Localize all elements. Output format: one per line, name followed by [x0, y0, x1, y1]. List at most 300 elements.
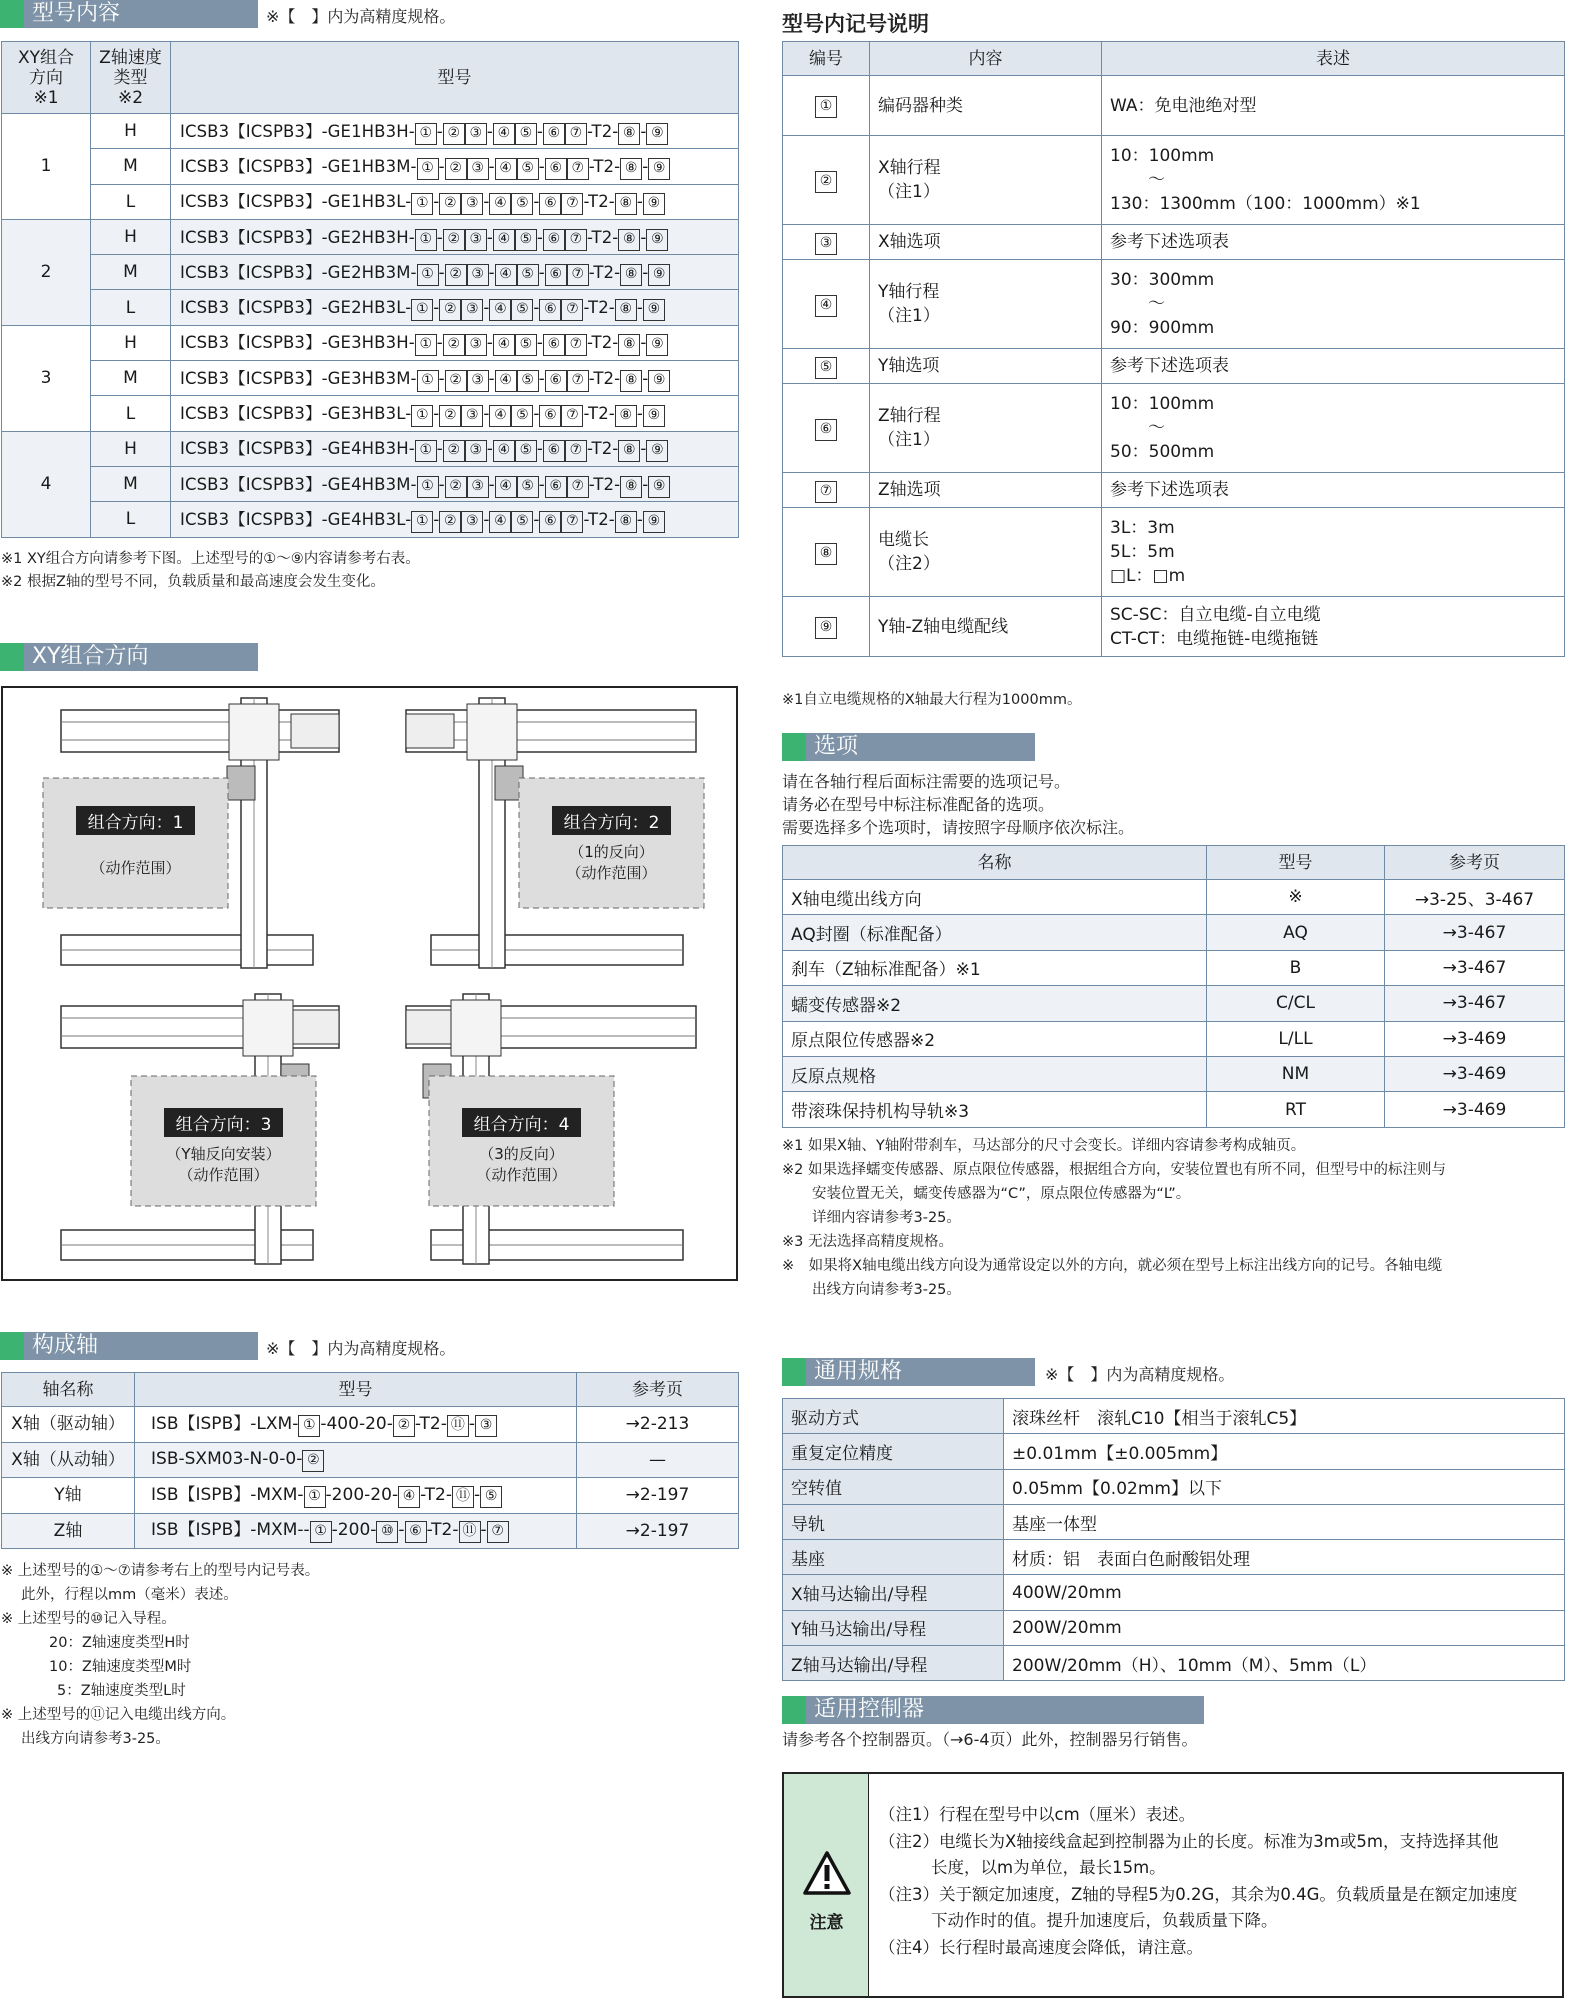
table-row — [783, 260, 1565, 349]
code-box: ② — [443, 334, 465, 356]
spec-value: ±0.01mm【±0.005mm】 — [1004, 1434, 1565, 1469]
header-code-no: 编号 — [783, 42, 870, 76]
xy-dir-cell: 4 — [2, 431, 91, 537]
table-row — [783, 1646, 1565, 1681]
code-box: ② — [302, 1450, 324, 1472]
option-page: →3-467 — [1385, 986, 1565, 1021]
header-axis-page: 参考页 — [577, 1373, 739, 1407]
code-box: ① — [411, 405, 433, 427]
option-model: B — [1207, 950, 1385, 985]
header-option-name: 名称 — [783, 846, 1207, 880]
code-box: ① — [415, 229, 437, 251]
model-notes: ※1 XY组合方向请参考下图。上述型号的①～⑨内容请参考右表。 ※2 根据Z轴的型号不同，负载质量和最高速度会发生变化。 — [1, 551, 420, 590]
z-speed-cell: L — [91, 184, 171, 219]
z-speed-cell: H — [91, 114, 171, 149]
code-box: ⑦ — [561, 511, 583, 533]
table-row — [783, 1399, 1565, 1434]
code-box: ① — [411, 511, 433, 533]
code-box: ⑤ — [511, 511, 533, 533]
table-row — [2, 1407, 739, 1443]
header-model: 型号 — [171, 42, 739, 114]
code-box: ① — [815, 96, 837, 118]
code-box: ⑥ — [815, 419, 837, 441]
code-content: X轴选项 — [870, 225, 1102, 260]
code-box: ① — [411, 299, 433, 321]
code-box: ⑦ — [567, 476, 589, 498]
spec-value: 材质：铝 表面白色耐酸铝处理 — [1004, 1540, 1565, 1575]
code-box: ⑤ — [515, 334, 537, 356]
code-number — [783, 508, 870, 597]
code-box: ⑪ — [447, 1415, 469, 1437]
code-box: ③ — [475, 1415, 497, 1437]
table-row — [783, 1540, 1565, 1575]
code-box: ⑦ — [487, 1521, 509, 1543]
code-box: ⑤ — [517, 158, 539, 180]
quadrant-4-label: 组合方向：4 （3的反向） （动作范围） — [429, 1076, 614, 1185]
quadrant-2-label: 组合方向：2 （1的反向） （动作范围） — [519, 778, 704, 883]
code-box: ⑧ — [615, 299, 637, 321]
caution-box — [782, 1772, 1564, 1998]
code-box: ④ — [493, 334, 515, 356]
code-box: ③ — [465, 123, 487, 145]
table-row — [783, 349, 1565, 384]
code-description: 参考下述选项表 — [1102, 349, 1565, 384]
code-number — [783, 473, 870, 508]
spec-key: 导轨 — [783, 1504, 1004, 1539]
option-name: AQ封圈（标准配备） — [783, 915, 1207, 950]
code-description: 参考下述选项表 — [1102, 473, 1565, 508]
code-number — [783, 136, 870, 225]
model-cell: ICSB3【ICSPB3】-GE1HB3H- ① - ② ③ - ④ ⑤ - ⑥ ⑦ -T2- ⑧ - ⑨ — [171, 114, 739, 149]
code-number — [783, 349, 870, 384]
table-row — [783, 508, 1565, 597]
option-name: 蠕变传感器※2 — [783, 986, 1207, 1021]
model-cell: ICSB3【ICSPB3】-GE1HB3M- ① - ② ③ - ④ ⑤ - ⑥ ⑦ -T2- ⑧ - ⑨ — [171, 149, 739, 184]
options-table — [782, 845, 1565, 1128]
header-option-model: 型号 — [1207, 846, 1385, 880]
code-box: ⑨ — [648, 476, 670, 498]
code-box: ⑩ — [376, 1521, 398, 1543]
code-description: WA：免电池绝对型 — [1102, 76, 1565, 136]
model-cell: ICSB3【ICSPB3】-GE2HB3L- ① - ② ③ - ④ ⑤ - ⑥ ⑦ -T2- ⑧ - ⑨ — [171, 290, 739, 325]
table-row — [783, 880, 1565, 915]
code-box: ⑧ — [815, 543, 837, 565]
code-box: ③ — [467, 158, 489, 180]
header-code-desc: 表述 — [1102, 42, 1565, 76]
table-row — [783, 915, 1565, 950]
code-box: ⑦ — [565, 123, 587, 145]
general-spec-table — [782, 1398, 1565, 1681]
header-xy-dir: XY组合 方向 ※1 — [2, 42, 91, 114]
code-box: ⑨ — [643, 405, 665, 427]
code-description: 10：100mm ～ 50：500mm — [1102, 384, 1565, 473]
code-box: ⑧ — [620, 158, 642, 180]
code-box: ⑥ — [539, 511, 561, 533]
code-box: ⑧ — [618, 229, 640, 251]
xy-dir-cell: 2 — [2, 219, 91, 325]
code-box: ⑤ — [511, 193, 533, 215]
code-content: Y轴-Z轴电缆配线 — [870, 597, 1102, 657]
code-box: ⑧ — [615, 511, 637, 533]
option-model: L/LL — [1207, 1021, 1385, 1056]
code-box: ⑨ — [643, 299, 665, 321]
caution-label: 注意 — [809, 1913, 844, 1933]
model-cell: ICSB3【ICSPB3】-GE3HB3L- ① - ② ③ - ④ ⑤ - ⑥ ⑦ -T2- ⑧ - ⑨ — [171, 396, 739, 431]
controller-text: 请参考各个控制器页。（→6-4页）此外，控制器另行销售。 — [782, 1730, 1198, 1749]
code-description: 30：300mm ～ 90：900mm — [1102, 260, 1565, 349]
options-notes: ※1 如果X轴、Y轴附带刹车，马达部分的尺寸会变长。详细内容请参考构成轴页。 ※2 如果选择蠕变传感器、原点限位传感器，根据组合方向，安装位置也有所不同，但型号中的标注则与 安装位置无关，蠕变传感器为“C”，原点限位传感器为“L”。 详细内容请参考3-25。 ※3 无法选择高精度规格。 ※ 如果将X轴电缆出线方向设为通常设定以外的方向，就必须在型号上标注出线方向的记号。各轴电缆 出线方向请参考3-25。 — [782, 1138, 1446, 1298]
table-row — [2, 290, 739, 325]
code-content: 电缆长 （注2） — [870, 508, 1102, 597]
section-xy: XY组合方向 — [0, 643, 258, 671]
quadrant-1-label: 组合方向：1 （动作范围） — [43, 778, 228, 878]
code-box: ④ — [398, 1486, 420, 1508]
code-box: ④ — [495, 264, 517, 286]
spec-value: 基座一体型 — [1004, 1504, 1565, 1539]
table-row — [783, 1469, 1565, 1504]
code-box: ④ — [493, 229, 515, 251]
section-general: 通用规格 — [782, 1358, 1035, 1386]
table-row — [2, 396, 739, 431]
code-box: ⑦ — [565, 440, 587, 462]
code-box: ⑨ — [646, 229, 668, 251]
code-box: ⑤ — [515, 440, 537, 462]
code-box: ⑨ — [646, 334, 668, 356]
axis-name: Z轴 — [2, 1513, 135, 1549]
axes-note: ※【 】内为高精度规格。 — [266, 1339, 456, 1358]
code-box: ⑨ — [646, 123, 668, 145]
code-box: ② — [445, 158, 467, 180]
xy-direction-figure — [1, 686, 738, 1281]
code-number — [783, 225, 870, 260]
code-number — [783, 597, 870, 657]
table-row — [783, 1504, 1565, 1539]
code-number — [783, 384, 870, 473]
code-box: ⑦ — [565, 229, 587, 251]
code-box: ① — [298, 1415, 320, 1437]
code-content: Z轴行程 （注1） — [870, 384, 1102, 473]
code-description: 10：100mm ～ 130：1300mm（100：1000mm）※1 — [1102, 136, 1565, 225]
general-note: ※【 】内为高精度规格。 — [1045, 1365, 1235, 1384]
code-box: ① — [310, 1521, 332, 1543]
code-box: ⑥ — [539, 299, 561, 321]
code-box: ① — [417, 476, 439, 498]
axis-page: →2-197 — [577, 1513, 739, 1549]
axis-model: ISB【ISPB】-MXM- ① -200-20- ④ -T2- ⑪ - ⑤ — [135, 1478, 577, 1514]
table-row — [2, 361, 739, 396]
z-speed-cell: H — [91, 219, 171, 254]
table-row — [783, 76, 1565, 136]
code-content: 编码器种类 — [870, 76, 1102, 136]
code-box: ⑧ — [618, 440, 640, 462]
xy-dir-cell: 3 — [2, 325, 91, 431]
code-box: ⑥ — [539, 193, 561, 215]
code-box: ⑨ — [648, 264, 670, 286]
code-box: ② — [815, 171, 837, 193]
axis-page: — — [577, 1442, 739, 1478]
code-box: ① — [415, 123, 437, 145]
model-cell: ICSB3【ICSPB3】-GE4HB3L- ① - ② ③ - ④ ⑤ - ⑥ ⑦ -T2- ⑧ - ⑨ — [171, 502, 739, 537]
code-box: ⑧ — [620, 370, 642, 392]
code-box: ⑧ — [620, 476, 642, 498]
model-note: ※【 】内为高精度规格。 — [266, 7, 456, 26]
z-speed-cell: L — [91, 502, 171, 537]
code-box: ⑨ — [815, 617, 837, 639]
code-box: ③ — [465, 229, 487, 251]
code-description: SC-SC：自立电缆-自立电缆 CT-CT：电缆拖链-电缆拖链 — [1102, 597, 1565, 657]
z-speed-cell: H — [91, 325, 171, 360]
table-row — [2, 1442, 739, 1478]
spec-value: 200W/20mm — [1004, 1610, 1565, 1645]
model-cell: ICSB3【ICSPB3】-GE3HB3H- ① - ② ③ - ④ ⑤ - ⑥ ⑦ -T2- ⑧ - ⑨ — [171, 325, 739, 360]
option-page: →3-469 — [1385, 1092, 1565, 1127]
code-box: ⑦ — [561, 299, 583, 321]
code-number — [783, 260, 870, 349]
code-box: ④ — [493, 440, 515, 462]
table-row — [783, 225, 1565, 260]
code-box: ⑪ — [452, 1486, 474, 1508]
axis-page: →2-213 — [577, 1407, 739, 1443]
table-row — [783, 1610, 1565, 1645]
z-speed-cell: M — [91, 466, 171, 501]
code-box: ① — [415, 334, 437, 356]
code-description: 3L：3m 5L：5m □L：□m — [1102, 508, 1565, 597]
axis-model: ISB【ISPB】-LXM- ① -400-20- ② -T2- ⑪ - ③ — [135, 1407, 577, 1443]
table-row — [783, 384, 1565, 473]
spec-key: X轴马达输出/导程 — [783, 1575, 1004, 1610]
code-box: ⑦ — [561, 405, 583, 427]
option-name: 刹车（Z轴标准配备）※1 — [783, 950, 1207, 985]
model-cell: ICSB3【ICSPB3】-GE2HB3H- ① - ② ③ - ④ ⑤ - ⑥ ⑦ -T2- ⑧ - ⑨ — [171, 219, 739, 254]
spec-key: Y轴马达输出/导程 — [783, 1610, 1004, 1645]
model-cell: ICSB3【ICSPB3】-GE4HB3H- ① - ② ③ - ④ ⑤ - ⑥ ⑦ -T2- ⑧ - ⑨ — [171, 431, 739, 466]
axis-model: ISB【ISPB】-MXM-- ① -200- ⑩ - ⑥ -T2- ⑪ - ⑦ — [135, 1513, 577, 1549]
code-box: ⑧ — [618, 334, 640, 356]
code-box: ⑨ — [643, 511, 665, 533]
code-box: ⑧ — [618, 123, 640, 145]
z-speed-cell: H — [91, 431, 171, 466]
code-box: ⑦ — [561, 193, 583, 215]
code-box: ⑥ — [545, 370, 567, 392]
header-option-page: 参考页 — [1385, 846, 1565, 880]
code-box: ⑧ — [615, 193, 637, 215]
z-speed-cell: M — [91, 255, 171, 290]
table-row — [2, 1513, 739, 1549]
code-box: ② — [445, 476, 467, 498]
table-row — [783, 597, 1565, 657]
table-row — [2, 466, 739, 501]
axis-name: Y轴 — [2, 1478, 135, 1514]
quadrant-3-label: 组合方向：3 （Y轴反向安装） （动作范围） — [131, 1076, 316, 1185]
code-box: ⑦ — [567, 158, 589, 180]
axis-page: →2-197 — [577, 1478, 739, 1514]
options-intro: 请在各轴行程后面标注需要的选项记号。 请务必在型号中标注标准配备的选项。 需要选择多个选项时，请按照字母顺序依次标注。 — [782, 772, 1135, 837]
code-box: ⑥ — [545, 158, 567, 180]
table-row — [2, 502, 739, 537]
code-box: ④ — [489, 405, 511, 427]
model-cell: ICSB3【ICSPB3】-GE1HB3L- ① - ② ③ - ④ ⑤ - ⑥ ⑦ -T2- ⑧ - ⑨ — [171, 184, 739, 219]
code-box: ⑥ — [539, 405, 561, 427]
option-model: AQ — [1207, 915, 1385, 950]
code-box: ⑦ — [565, 334, 587, 356]
code-title: 型号内记号说明 — [782, 12, 929, 36]
code-box: ③ — [815, 233, 837, 255]
table-row — [783, 136, 1565, 225]
code-box: ⑥ — [545, 476, 567, 498]
code-box: ② — [443, 229, 465, 251]
code-content: Y轴行程 （注1） — [870, 260, 1102, 349]
code-content: Y轴选项 — [870, 349, 1102, 384]
code-box: ③ — [465, 440, 487, 462]
code-box: ⑧ — [615, 405, 637, 427]
option-model: RT — [1207, 1092, 1385, 1127]
code-box: ⑦ — [567, 370, 589, 392]
z-speed-cell: M — [91, 361, 171, 396]
spec-value: 400W/20mm — [1004, 1575, 1565, 1610]
model-cell: ICSB3【ICSPB3】-GE3HB3M- ① - ② ③ - ④ ⑤ - ⑥ ⑦ -T2- ⑧ - ⑨ — [171, 361, 739, 396]
section-controller: 适用控制器 — [782, 1696, 1204, 1724]
axis-model: ISB-SXM03-N-0-0- ② — [135, 1442, 577, 1478]
code-box: ④ — [495, 370, 517, 392]
table-row — [2, 114, 739, 149]
caution-side — [784, 1774, 869, 1996]
code-box: ④ — [495, 476, 517, 498]
table-row — [783, 1575, 1565, 1610]
option-model: C/CL — [1207, 986, 1385, 1021]
code-content: Z轴选项 — [870, 473, 1102, 508]
code-box: ③ — [461, 405, 483, 427]
option-page: →3-25、3-467 — [1385, 880, 1565, 915]
option-page: →3-467 — [1385, 915, 1565, 950]
table-row — [783, 950, 1565, 985]
code-box: ② — [439, 511, 461, 533]
model-table — [1, 41, 739, 538]
code-box: ② — [439, 193, 461, 215]
spec-key: 空转值 — [783, 1469, 1004, 1504]
z-speed-cell: L — [91, 396, 171, 431]
table-row — [2, 1478, 739, 1514]
code-box: ① — [411, 193, 433, 215]
xy-dir-cell: 1 — [2, 114, 91, 220]
code-box: ⑤ — [517, 264, 539, 286]
option-name: 反原点规格 — [783, 1056, 1207, 1091]
option-model: ※ — [1207, 880, 1385, 915]
code-box: ② — [439, 299, 461, 321]
option-model: NM — [1207, 1056, 1385, 1091]
table-row — [2, 431, 739, 466]
code-box: ② — [439, 405, 461, 427]
table-row — [783, 1092, 1565, 1127]
table-row — [783, 473, 1565, 508]
z-speed-cell: M — [91, 149, 171, 184]
code-box: ② — [393, 1415, 415, 1437]
code-box: ⑨ — [643, 193, 665, 215]
section-options: 选项 — [782, 733, 1035, 761]
table-row — [2, 325, 739, 360]
header-axis-model: 型号 — [135, 1373, 577, 1407]
code-box: ⑤ — [511, 299, 533, 321]
spec-value: 0.05mm【0.02mm】以下 — [1004, 1469, 1565, 1504]
code-box: ⑥ — [545, 264, 567, 286]
header-code-content: 内容 — [870, 42, 1102, 76]
code-box: ⑨ — [646, 440, 668, 462]
model-cell: ICSB3【ICSPB3】-GE2HB3M- ① - ② ③ - ④ ⑤ - ⑥ ⑦ -T2- ⑧ - ⑨ — [171, 255, 739, 290]
xy-direction-drawing — [3, 688, 736, 1279]
code-box: ④ — [493, 123, 515, 145]
option-page: →3-467 — [1385, 950, 1565, 985]
code-box: ⑥ — [543, 440, 565, 462]
code-number — [783, 76, 870, 136]
code-box: ⑤ — [511, 405, 533, 427]
code-box: ④ — [495, 158, 517, 180]
code-box: ④ — [489, 511, 511, 533]
table-row — [783, 986, 1565, 1021]
code-box: ⑥ — [543, 123, 565, 145]
section-model: 型号内容 — [0, 0, 258, 28]
code-box: ⑪ — [459, 1521, 481, 1543]
code-note: ※1自立电缆规格的X轴最大行程为1000mm。 — [782, 692, 1082, 708]
code-box: ⑧ — [620, 264, 642, 286]
spec-value: 滚珠丝杆 滚轧C10【相当于滚轧C5】 — [1004, 1399, 1565, 1434]
axis-name: X轴（从动轴） — [2, 1442, 135, 1478]
model-cell: ICSB3【ICSPB3】-GE4HB3M- ① - ② ③ - ④ ⑤ - ⑥ ⑦ -T2- ⑧ - ⑨ — [171, 466, 739, 501]
spec-key: 基座 — [783, 1540, 1004, 1575]
code-box: ② — [443, 440, 465, 462]
code-box: ④ — [815, 295, 837, 317]
code-description: 参考下述选项表 — [1102, 225, 1565, 260]
code-box: ⑥ — [405, 1521, 427, 1543]
option-page: →3-469 — [1385, 1021, 1565, 1056]
code-box: ⑤ — [515, 229, 537, 251]
warning-icon — [802, 1850, 852, 1896]
code-box: ⑤ — [480, 1486, 502, 1508]
code-box: ④ — [489, 193, 511, 215]
header-axis-name: 轴名称 — [2, 1373, 135, 1407]
code-box: ① — [415, 440, 437, 462]
section-axes: 构成轴 — [0, 1332, 258, 1360]
code-box: ⑨ — [648, 158, 670, 180]
spec-key: 驱动方式 — [783, 1399, 1004, 1434]
caution-lines: （注1）行程在型号中以cm（厘米）表述。 （注2）电缆长为X轴接线盒起到控制器为止的长度。标准为3m或5m，支持选择其他 长度，以m为单位，最长15m。 （注3）关于额定加速度，Z轴的导程5为0.2G，其余为0.4G。负载质量是在额定加速度 下动作时的值。提升加速度后，负载质量下降。 （注4）长行程时最高速度会降低，请注意。 — [879, 1805, 1518, 1957]
table-row — [2, 219, 739, 254]
code-box: ④ — [489, 299, 511, 321]
code-box: ① — [417, 370, 439, 392]
code-box: ② — [443, 123, 465, 145]
option-page: →3-469 — [1385, 1056, 1565, 1091]
axis-name: X轴（驱动轴） — [2, 1407, 135, 1443]
table-row — [2, 184, 739, 219]
code-box: ⑦ — [815, 481, 837, 503]
table-row — [2, 255, 739, 290]
table-row — [783, 1434, 1565, 1469]
z-speed-cell: L — [91, 290, 171, 325]
code-box: ③ — [467, 264, 489, 286]
code-box: ① — [417, 264, 439, 286]
option-name: X轴电缆出线方向 — [783, 880, 1207, 915]
code-box: ⑤ — [515, 123, 537, 145]
code-box: ⑤ — [517, 476, 539, 498]
spec-value: 200W/20mm（H）、10mm（M）、5mm（L） — [1004, 1646, 1565, 1681]
spec-key: 重复定位精度 — [783, 1434, 1004, 1469]
code-box: ⑤ — [815, 357, 837, 379]
option-name: 原点限位传感器※2 — [783, 1021, 1207, 1056]
code-table — [782, 41, 1565, 657]
table-row — [783, 1056, 1565, 1091]
code-box: ③ — [461, 299, 483, 321]
table-row — [2, 149, 739, 184]
option-name: 带滚珠保持机构导轨※3 — [783, 1092, 1207, 1127]
code-box: ⑨ — [648, 370, 670, 392]
